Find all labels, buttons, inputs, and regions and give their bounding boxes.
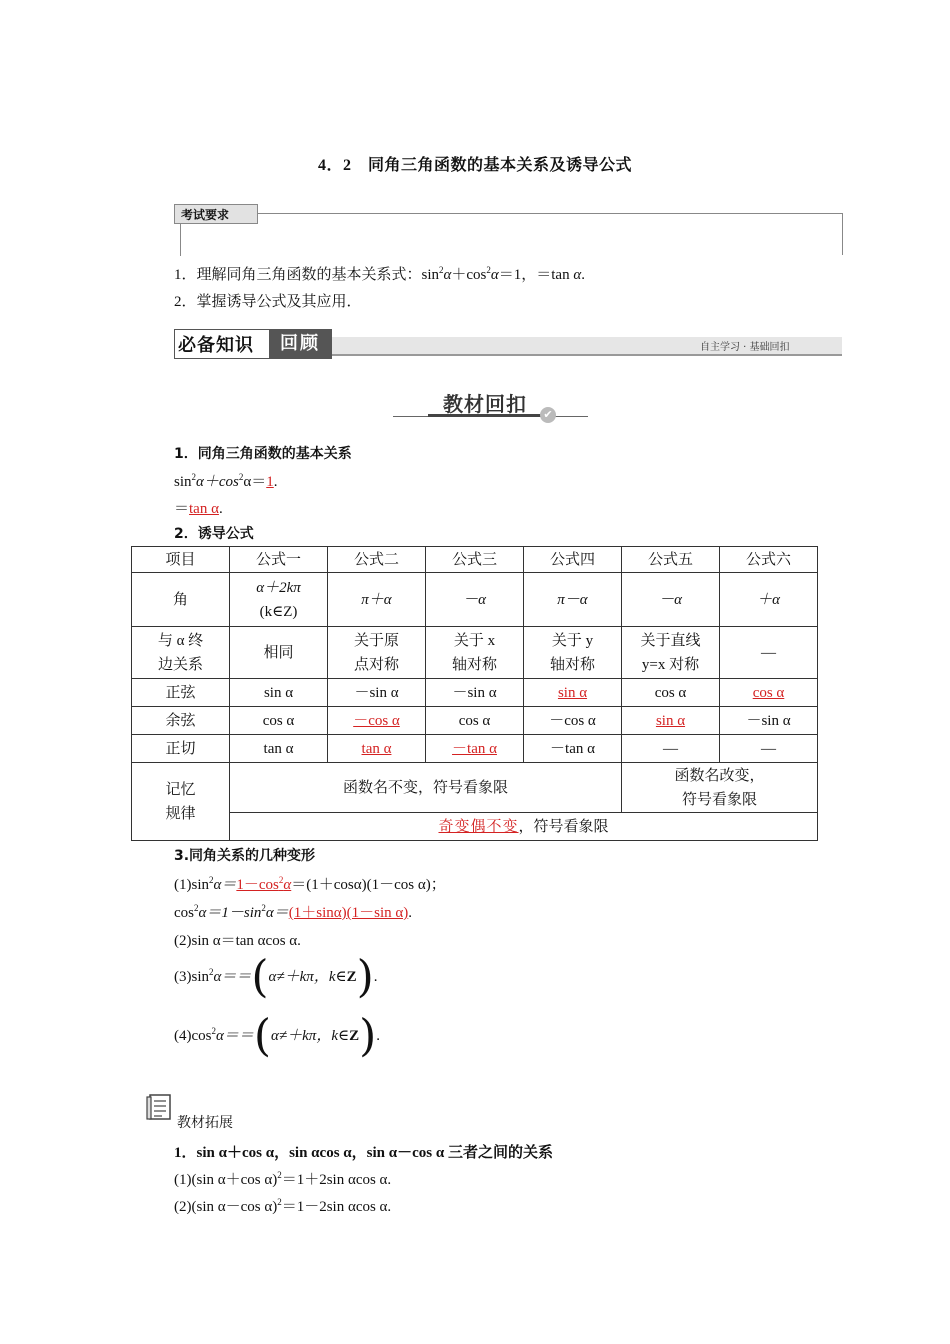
req-box-left-border xyxy=(180,224,181,256)
table-row-tan xyxy=(132,735,818,763)
section2-heading: 2．诱导公式 xyxy=(174,526,254,542)
table-cell: 关于直线 y=x 对称 xyxy=(622,627,720,679)
row-label: 正切 xyxy=(132,735,230,763)
section1-line1: $\sin^2\alpha+\cos^2\alpha=1$. xyxy=(174,472,278,490)
row-label: 与 α 终 边关系 xyxy=(132,627,230,679)
table-cell: cos α xyxy=(230,707,328,735)
banner-title: 必备知识 xyxy=(178,335,254,356)
table-cell: π－α xyxy=(524,573,622,627)
header-cell: 公式二 xyxy=(328,547,426,573)
table-cell: tan α xyxy=(328,735,426,763)
header-cell: 公式一 xyxy=(230,547,328,573)
table-cell: 关于原 点对称 xyxy=(328,627,426,679)
table-cell: α＋2kπ (k∈Z) xyxy=(230,573,328,627)
check-icon: ✔ xyxy=(540,407,556,423)
section3-line1: $(1)\sin^2\alpha=1-\cos^2\alpha=(1+\cos\alpha)(1-\cos$ α)； xyxy=(174,875,446,893)
row-label: 记忆 规律 xyxy=(132,763,230,841)
header-cell: 公式四 xyxy=(524,547,622,573)
table-cell: －sin α xyxy=(328,679,426,707)
header-cell: 公式六 xyxy=(720,547,818,573)
row-label: 角 xyxy=(132,573,230,627)
table-cell: －cos α xyxy=(524,707,622,735)
textbook-title: 教材回扣 xyxy=(443,392,527,416)
table-cell: 函数名改变， 符号看象限 xyxy=(622,763,818,813)
section1-line2: ＝tan α. xyxy=(174,501,223,517)
table-row-memory-rule xyxy=(132,813,818,841)
page-title: 4．2 同角三角函数的基本关系及诱导公式 xyxy=(317,157,632,174)
table-cell: －tan α xyxy=(524,735,622,763)
table-cell: — xyxy=(720,627,818,679)
table-cell: — xyxy=(622,735,720,763)
section3-line4: $(3)\sin^2\alpha==(\alpha\ne+k\pi$，k∈Z). xyxy=(174,951,378,1003)
table-cell: sin α xyxy=(230,679,328,707)
table-row-angle xyxy=(132,573,818,627)
induction-formula-table xyxy=(131,546,818,841)
table-cell: cos α xyxy=(426,707,524,735)
extension-line1: (1)(sin α＋cos α)$^2$＝1＋2sin αcos α. xyxy=(174,1170,392,1188)
table-cell: 函数名不变，符号看象限 xyxy=(230,763,622,813)
table-cell: sin α xyxy=(622,707,720,735)
exam-requirement-1: 1．理解同角三角函数的基本关系式：$\sin^2\alpha+\cos^2\alpha=1$，＝tan α. xyxy=(174,265,585,283)
table-cell: －sin α xyxy=(720,707,818,735)
header-cell: 公式五 xyxy=(622,547,720,573)
section3-line3: (2)sin α＝tan αcos α. xyxy=(174,933,301,949)
table-row-memory xyxy=(132,763,818,813)
table-cell: 奇变偶不变，符号看象限 xyxy=(230,813,818,841)
row-label: 余弦 xyxy=(132,707,230,735)
section1-heading: 1．同角三角函数的基本关系 xyxy=(174,446,352,462)
answer: tan α xyxy=(189,501,219,517)
table-cell: 关于 y 轴对称 xyxy=(524,627,622,679)
section3-heading: 3.同角关系的几种变形 xyxy=(174,848,316,864)
notebook-icon xyxy=(144,1092,174,1122)
table-cell: 关于 x 轴对称 xyxy=(426,627,524,679)
table-cell: — xyxy=(720,735,818,763)
table-cell: －α xyxy=(622,573,720,627)
table-cell: sin α xyxy=(524,679,622,707)
table-cell: －tan α xyxy=(426,735,524,763)
extension-heading: 1．sin α＋cos α，sin αcos α，sin α－cos α 三者之间的关系 xyxy=(174,1145,554,1161)
req-box-right-border xyxy=(842,213,843,255)
banner-subtitle: 自主学习 · 基础回扣 xyxy=(700,342,790,353)
table-header-row xyxy=(132,547,818,573)
table-row-cos xyxy=(132,707,818,735)
extension-title: 教材拓展 xyxy=(177,1115,233,1131)
header-cell: 项目 xyxy=(132,547,230,573)
table-row-terminal xyxy=(132,627,818,679)
table-cell: cos α xyxy=(720,679,818,707)
section3-line5: $(4)\cos^2\alpha==(\alpha\ne+k\pi$，k∈Z). xyxy=(174,1010,381,1062)
banner-title-highlight: 回顾 xyxy=(269,330,331,358)
extension-line2: (2)(sin α－cos α)$^2$＝1－2sin αcos α. xyxy=(174,1197,392,1215)
header-cell: 公式三 xyxy=(426,547,524,573)
row-label: 正弦 xyxy=(132,679,230,707)
table-cell: －α xyxy=(426,573,524,627)
table-cell: －sin α xyxy=(426,679,524,707)
table-cell: cos α xyxy=(622,679,720,707)
table-cell: －cos α xyxy=(328,707,426,735)
table-cell: ＋α xyxy=(720,573,818,627)
exam-requirements-tag: 考试要求 xyxy=(174,204,258,224)
section3-line2: $\cos^2\alpha=1-\sin^2\alpha=(1+\sin\alpha)(1-\sin$ α). xyxy=(174,903,412,921)
answer: 1 xyxy=(266,474,274,490)
exam-requirement-2: 2．掌握诱导公式及其应用． xyxy=(174,294,362,310)
req-box-top-border xyxy=(258,213,843,214)
table-cell: π＋α xyxy=(328,573,426,627)
table-cell: tan α xyxy=(230,735,328,763)
table-row-sin xyxy=(132,679,818,707)
table-cell: 相同 xyxy=(230,627,328,679)
